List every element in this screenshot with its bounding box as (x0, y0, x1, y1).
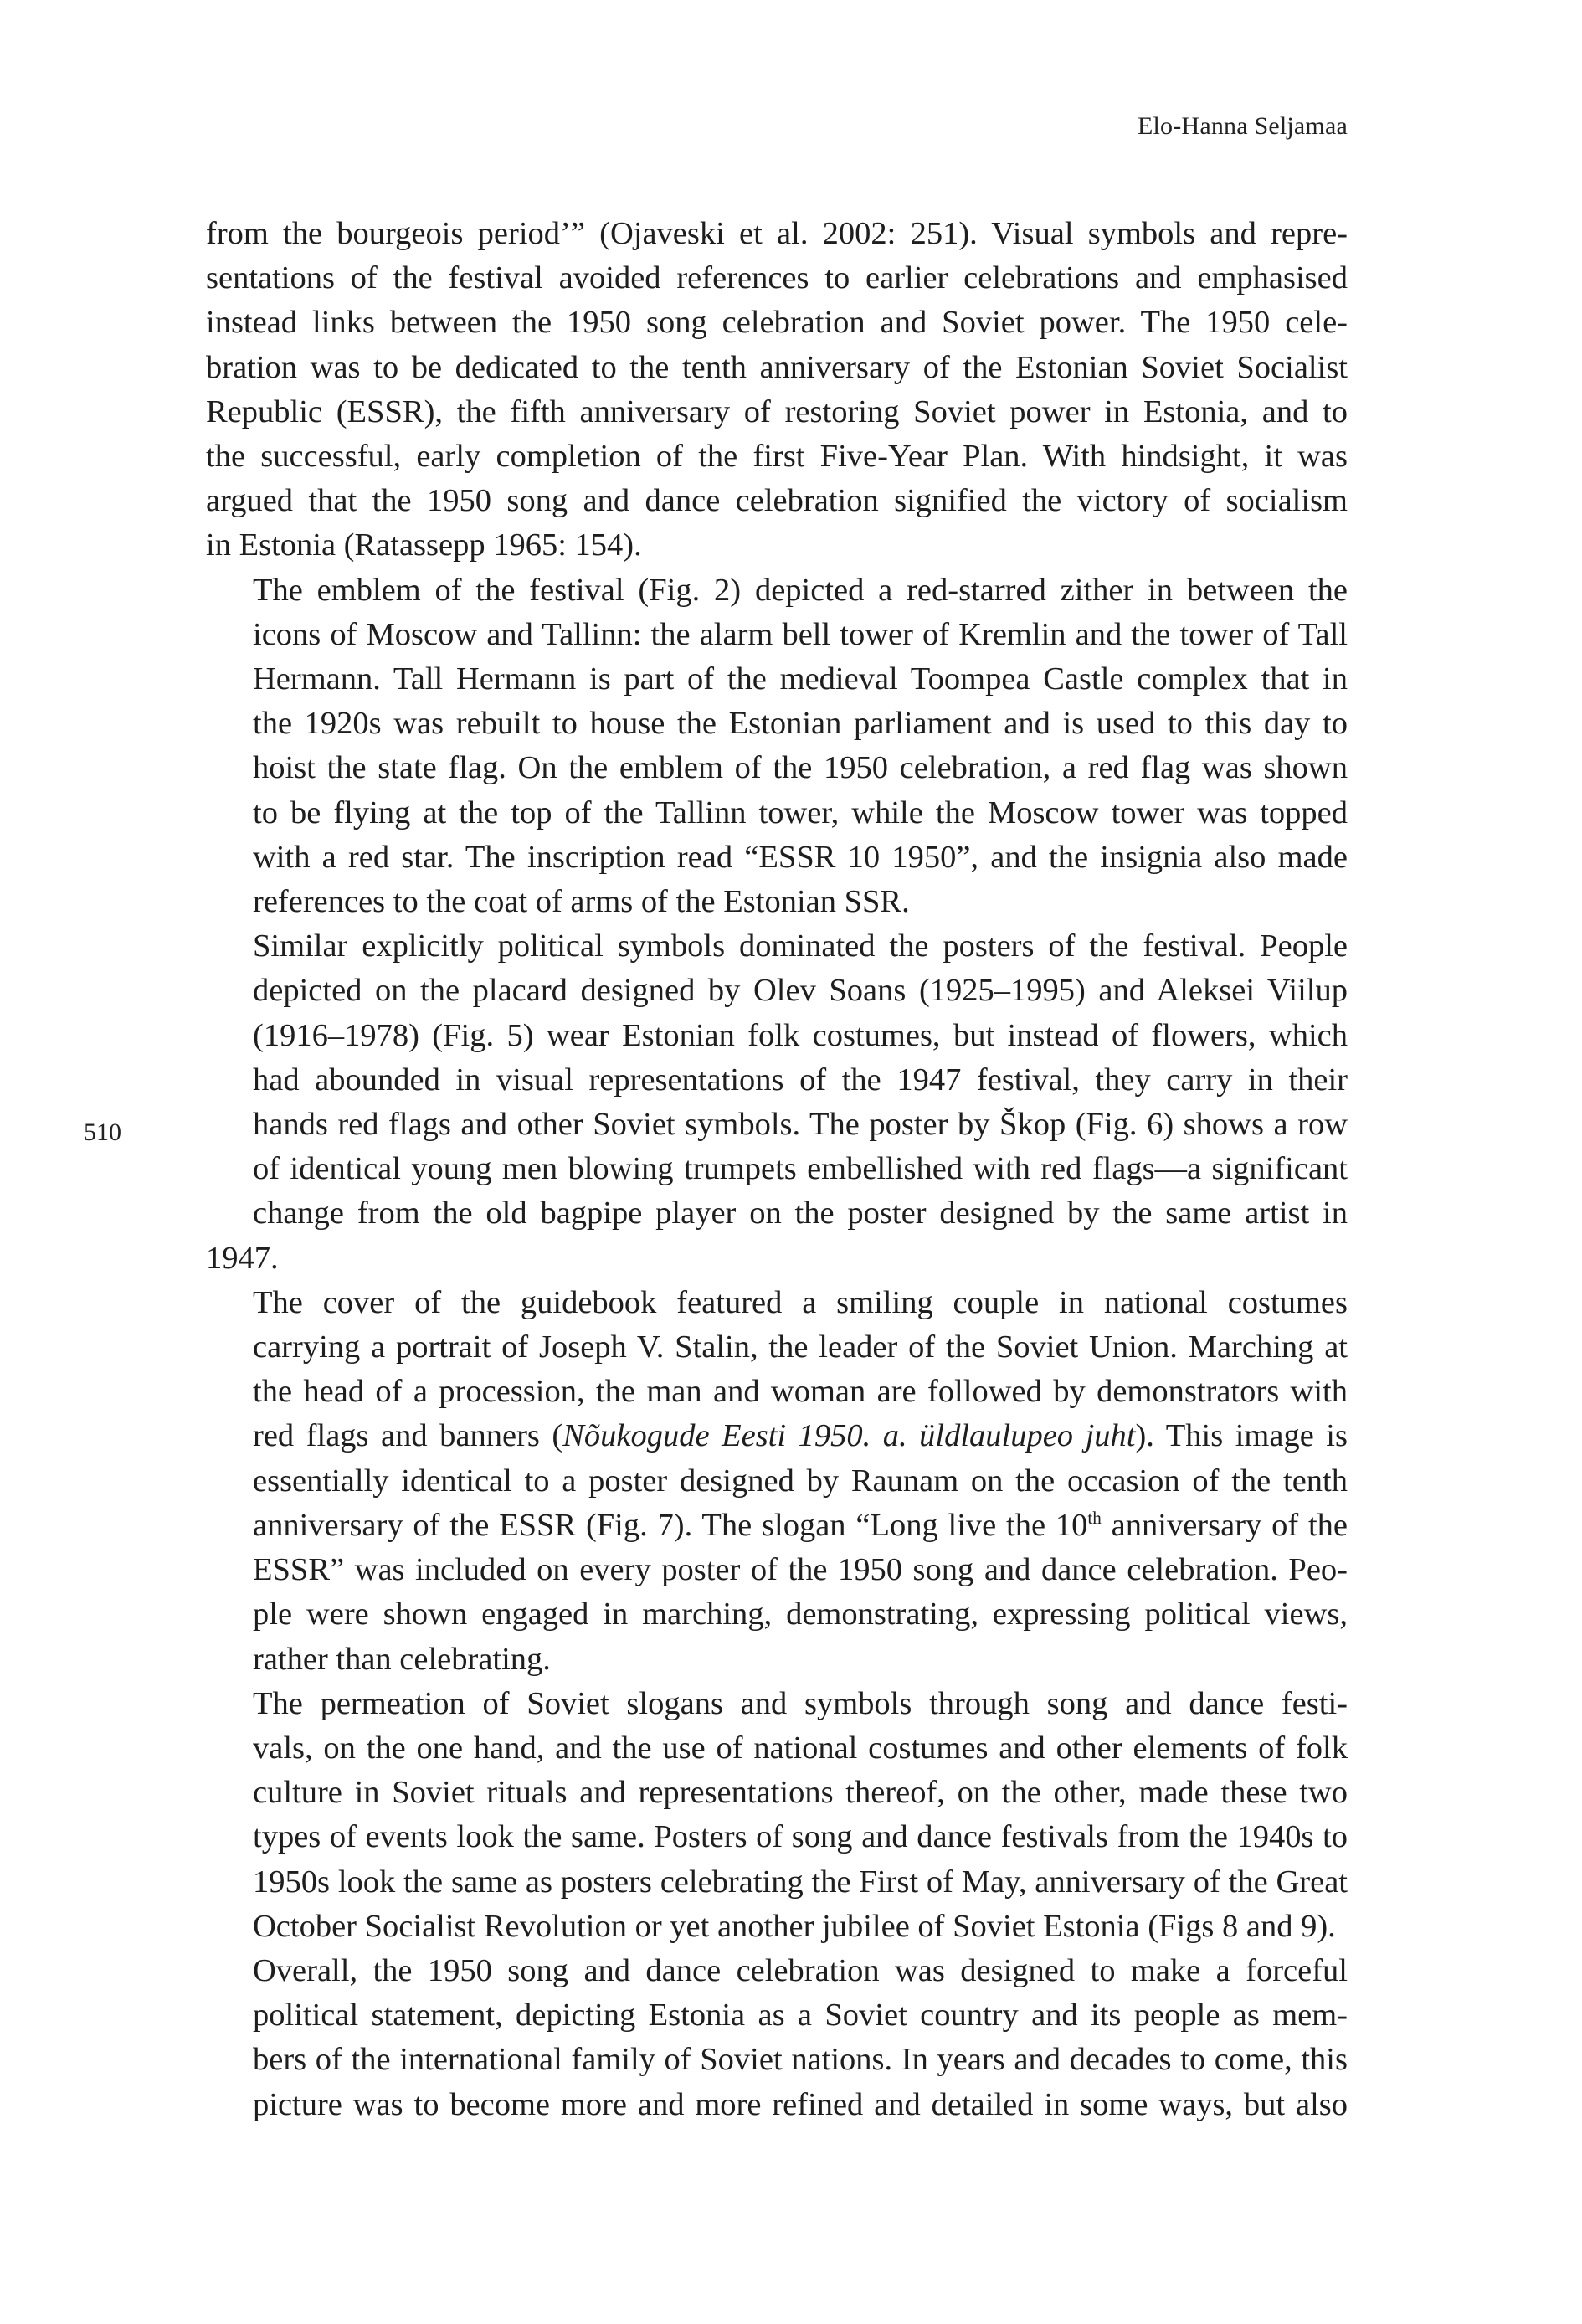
text-line: hands red flags and other Soviet symbols. The poster by Škop (Fig. 6) shows a row (253, 1107, 1348, 1143)
text-line: the successful, early completion of the first Five-Year Plan. With hindsight, it was (206, 439, 1348, 475)
body-text (206, 212, 1348, 2127)
text-line: red flags and banners (Nõukogude Eesti 1950. a. üldlaulupeo juht). This image is (253, 1418, 1348, 1454)
paragraph (206, 1281, 1348, 1682)
text-line: picture was to become more and more refined and detailed in some ways, but also (253, 2086, 1348, 2122)
text-line: argued that the 1950 song and dance celebration signified the victory of socialism (206, 483, 1348, 519)
text-line: anniversary of the ESSR (Fig. 7). The slogan “Long live the 10th anniversary of the (253, 1507, 1348, 1543)
text-line: culture in Soviet rituals and representations thereof, on the other, made these two (253, 1775, 1348, 1811)
text-line: the 1920s was rebuilt to house the Estonian parliament and is used to this day to (253, 706, 1348, 742)
text-line: from the bourgeois period’” (Ojaveski et al. 2002: 251). Visual symbols and repre- (206, 216, 1348, 251)
text-line: in Estonia (Ratassepp 1965: 154). (206, 527, 642, 563)
superscript: th (1087, 1508, 1102, 1529)
text-line: ple were shown engaged in marching, demonstrating, expressing political views, (253, 1596, 1348, 1632)
text-line: ESSR” was included on every poster of the 1950 song and dance celebration. Peo- (253, 1552, 1348, 1588)
text-line: Overall, the 1950 song and dance celebration was designed to make a forceful (253, 1952, 1348, 1988)
text-line: 1950s look the same as posters celebrating the First of May, anniversary of the Great (253, 1864, 1348, 1900)
text-line: with a red star. The inscription read “ESSR 10 1950”, and the insignia also made (253, 839, 1348, 875)
text-line: bers of the international family of Soviet nations. In years and decades to come, this (253, 2042, 1348, 2078)
text-line: Hermann. Tall Hermann is part of the medieval Toompea Castle complex that in (253, 661, 1348, 697)
text-line: types of events look the same. Posters of song and dance festivals from the 1940s to (253, 1819, 1348, 1855)
text-line: Similar explicitly political symbols dominated the posters of the festival. People (253, 928, 1348, 964)
text-line: October Socialist Revolution or yet another jubilee of Soviet Estonia (Figs 8 and 9). (253, 1908, 1336, 1944)
text-line: political statement, depicting Estonia as a Soviet country and its people as mem- (253, 1998, 1348, 2034)
text-line: depicted on the placard designed by Olev Soans (1925–1995) and Aleksei Viilup (253, 973, 1348, 1009)
italic-title: Nõukogude Eesti 1950. a. üldlaulupeo juht (562, 1418, 1136, 1454)
text-line: The emblem of the festival (Fig. 2) depicted a red-starred zither in between the (253, 572, 1348, 608)
text-line: carrying a portrait of Joseph V. Stalin, the leader of the Soviet Union. Marching at (253, 1329, 1348, 1365)
text-line: of identical young men blowing trumpets embellished with red flags—a significant (253, 1151, 1348, 1187)
paragraph (206, 1949, 1348, 2127)
text-line: rather than celebrating. (253, 1641, 551, 1677)
text-line: hoist the state flag. On the emblem of the 1950 celebration, a red flag was shown (253, 750, 1348, 786)
text-line: The permeation of Soviet slogans and symbols through song and dance festi- (253, 1685, 1348, 1721)
page-number: 510 (84, 1118, 121, 1146)
paragraph (206, 212, 1348, 568)
text-line: references to the coat of arms of the Estonian SSR. (253, 884, 910, 920)
text-line: (1916–1978) (Fig. 5) wear Estonian folk costumes, but instead of flowers, which (253, 1017, 1348, 1053)
paragraph (206, 1682, 1348, 1949)
paragraph (206, 924, 1348, 1281)
text-line: essentially identical to a poster designed by Raunam on the occasion of the tenth (253, 1463, 1348, 1499)
paragraph (206, 568, 1348, 925)
text-line: Republic (ESSR), the fifth anniversary of restoring Soviet power in Estonia, and to (206, 393, 1348, 429)
text-line: had abounded in visual representations of the 1947 festival, they carry in their (253, 1062, 1348, 1098)
text-line: bration was to be dedicated to the tenth anniversary of the Estonian Soviet Socialist (206, 349, 1348, 385)
text-line: instead links between the 1950 song celebration and Soviet power. The 1950 cele- (206, 305, 1348, 341)
text-line: change from the old bagpipe player on the poster designed by the same artist in 1947. (206, 1195, 1348, 1276)
text-line: icons of Moscow and Tallinn: the alarm bell tower of Kremlin and the tower of Tall (253, 616, 1348, 652)
text-line: vals, on the one hand, and the use of national costumes and other elements of folk (253, 1730, 1348, 1766)
text-line: the head of a procession, the man and woman are followed by demonstrators with (253, 1374, 1348, 1410)
text-line: The cover of the guidebook featured a smiling couple in national costumes (253, 1284, 1348, 1320)
running-head-author: Elo-Hanna Seljamaa (1138, 112, 1348, 140)
text-line: sentations of the festival avoided references to earlier celebrations and emphasised (206, 260, 1348, 296)
text-line: to be flying at the top of the Tallinn tower, while the Moscow tower was topped (253, 794, 1348, 830)
